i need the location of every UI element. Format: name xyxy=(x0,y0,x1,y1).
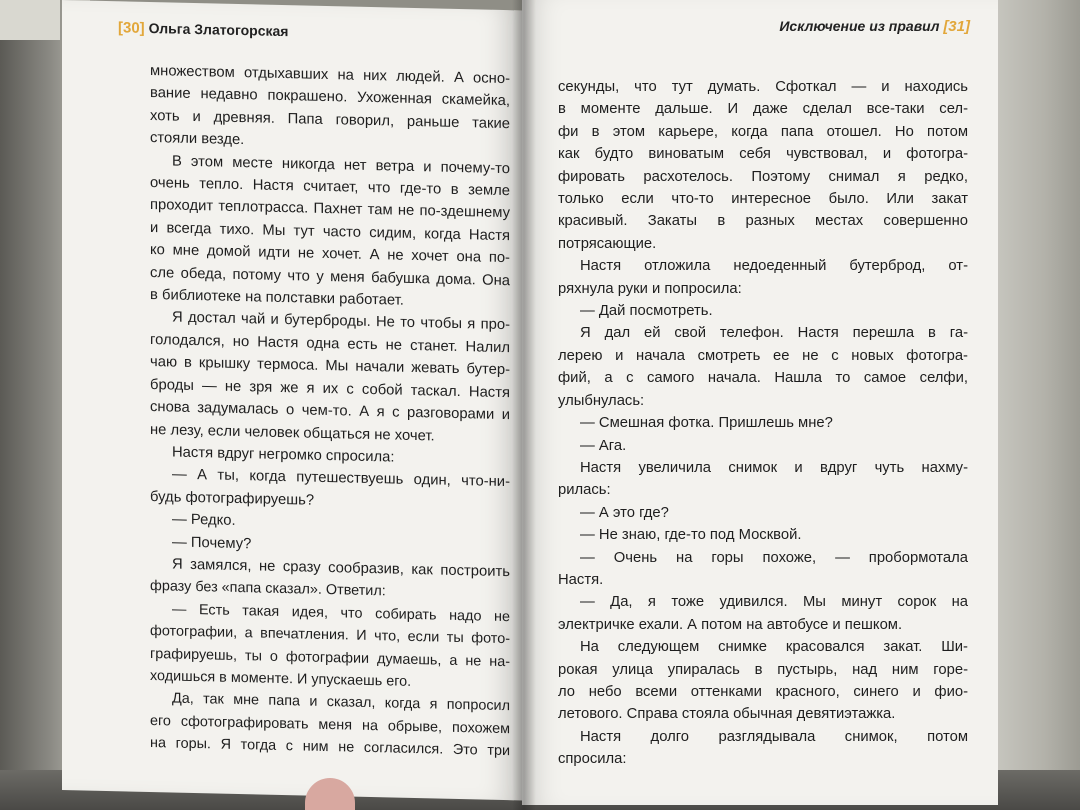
text-line: Настя долго разглядывала снимок, потом xyxy=(580,728,968,745)
text-line: фразу без «папа сказал». Ответил: xyxy=(150,578,386,600)
text-line: — Ага. xyxy=(580,437,627,454)
text-line: в библиотеке на полставки работает. xyxy=(150,287,404,309)
text-line: — Есть такая идея, что собирать надо не xyxy=(172,601,510,625)
left-page-number: [30] xyxy=(118,19,145,37)
text-line: электричке ехали. А потом на автобусе и пешком. xyxy=(558,616,903,633)
right-page xyxy=(522,0,998,805)
text-line: секунды, что тут думать. Сфоткал — и находись xyxy=(558,79,968,95)
text-line: — А ты, когда путешествуешь один, что-ни- xyxy=(172,466,510,491)
text-line: Настя вдруг негромко спросила: xyxy=(172,444,395,466)
text-line: лерею и начала смотреть ее не с новых фотогра- xyxy=(558,347,968,364)
right-page-text xyxy=(558,76,968,771)
text-line: Я достал чай и бутерброды. Не то чтобы я про- xyxy=(172,309,510,334)
text-line: и всегда тихо. Мы тут часто сидим, когда Настя xyxy=(150,219,510,245)
text-line: фи в этом карьере, когда папа отошел. Но потом xyxy=(558,123,968,140)
text-line: только если что-то интересное было. Или закат xyxy=(558,191,968,208)
text-line: Я замялся, не сразу сообразив, как построить xyxy=(172,556,510,581)
text-line: В этом месте никогда нет ветра и почему-то xyxy=(172,153,510,177)
text-line: его сфотографировать меня на обрыве, похожем xyxy=(150,712,510,737)
text-line: графируешь, ты о фотографии думаешь, а не на- xyxy=(150,645,510,670)
text-line: стояли везде. xyxy=(150,130,245,149)
text-line: рилась: xyxy=(558,482,611,499)
left-page-author: Ольга Златогорская xyxy=(148,19,289,40)
text-line: на горы. Я тогда с ним не согласился. Это три xyxy=(150,735,510,760)
text-line: чаю в крышку термоса. Мы начали жевать бутер- xyxy=(150,354,510,379)
background-right xyxy=(990,0,1080,810)
text-line: броды — не зря же я их с собой таскал. Настя xyxy=(150,376,510,401)
text-line: в моменте дальше. И даже сделал все-таки сел- xyxy=(558,101,968,118)
text-line: рокая улица упиралась в пустырь, над ним горе- xyxy=(558,661,968,678)
background-photo-edge xyxy=(0,0,60,40)
text-line: ходишься в моменте. И упускаешь его. xyxy=(150,667,412,690)
text-line: фотографии, а впечатления. И что, если ты фото- xyxy=(150,623,510,648)
text-line: — Не знаю, где-то под Москвой. xyxy=(580,527,802,544)
right-page-title: Исключение из правил xyxy=(779,18,940,34)
text-line: множеством отдыхавших на них людей. А осно- xyxy=(150,62,510,88)
text-line: Да, так мне папа и сказал, когда я попросил xyxy=(172,690,510,715)
text-line: Настя отложила недоеденный бутерброд, от- xyxy=(580,258,968,275)
text-line: — Да, я тоже удивился. Мы минут сорок на xyxy=(580,594,968,611)
left-page-text xyxy=(150,60,510,763)
text-line: потрясающие. xyxy=(558,235,657,252)
text-line: ряхнула руки и попросила: xyxy=(558,280,742,297)
text-line: будь фотографируешь? xyxy=(150,488,315,509)
text-line: голодался, но Настя одна есть не станет. Налил xyxy=(150,331,510,357)
text-line: сле обеда, потому что у меня бабушка дома. Она xyxy=(150,264,510,289)
text-line: — А это где? xyxy=(580,504,669,521)
text-line: — Дай посмотреть. xyxy=(580,303,713,320)
text-line: Настя. xyxy=(558,571,604,588)
text-line: снова задумалась о чем-то. А я с разговорами и xyxy=(150,399,510,424)
text-line: вание недавно покрашено. Ухоженная скамейка, xyxy=(150,85,510,110)
text-line: — Смешная фотка. Пришлешь мне? xyxy=(580,415,833,432)
text-line: фировать расхотелось. Поэтому снимал я редко, xyxy=(558,168,968,185)
text-line: очень тепло. Настя считает, что где-то в земле xyxy=(150,175,510,200)
text-line: ко мне домой идти не хочет. А не хочет она по- xyxy=(150,242,510,267)
text-line: Я дал ей свой телефон. Настя перешла в га- xyxy=(580,325,968,342)
text-line: хоть и древняя. Папа говорил, раньше такие xyxy=(150,107,510,132)
book-gutter xyxy=(512,0,536,810)
text-line: красивый. Закаты в разных местах совершенно xyxy=(558,213,968,230)
text-line: — Редко. xyxy=(172,511,236,530)
text-line: летового. Справа стояла обычная девятиэтажка. xyxy=(558,706,896,723)
text-line: не лезу, если человек общаться не хочет. xyxy=(150,421,435,444)
text-line: фий, а с самого начала. Нашла то самое селфи, xyxy=(558,370,968,387)
left-page-header xyxy=(118,19,288,40)
left-page xyxy=(62,0,522,800)
text-line: как будто виноватым себя чувствовал, и фотогра- xyxy=(558,146,968,163)
right-page-number: [31] xyxy=(943,18,970,35)
text-line: На следующем снимке красовался закат. Ши- xyxy=(580,639,968,656)
text-line: спросила: xyxy=(558,751,627,768)
right-page-header xyxy=(779,18,970,35)
text-line: Настя увеличила снимок и вдруг чуть нахму- xyxy=(580,459,968,476)
text-line: проходит теплотрасса. Пахнет там не по-здешнему xyxy=(150,197,510,222)
text-line: ло небо всеми оттенками красного, синего и фио- xyxy=(558,683,968,700)
text-line: — Очень на горы похоже, — пробормотала xyxy=(580,549,968,566)
text-line: улыбнулась: xyxy=(558,392,645,409)
text-line: — Почему? xyxy=(172,534,252,552)
